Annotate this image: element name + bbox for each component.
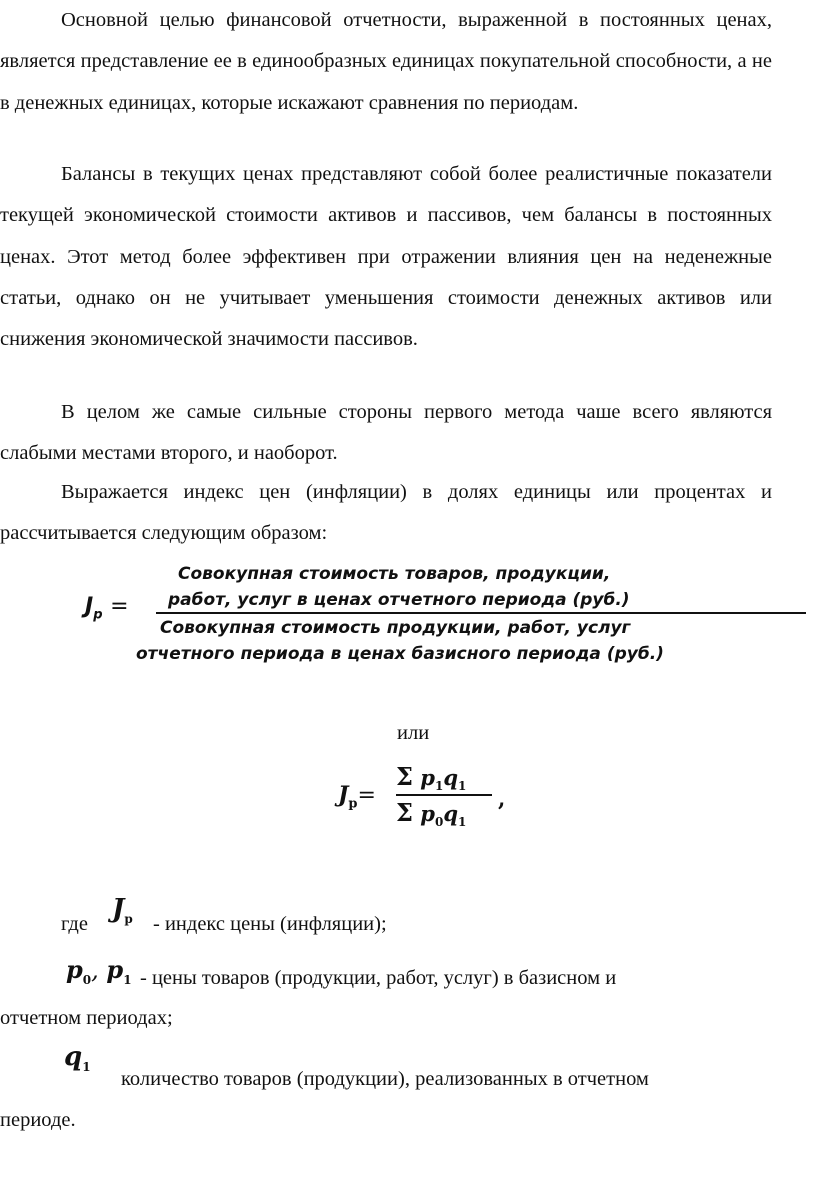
- paragraph-constant-prices: Основной целью финансовой отчетности, выраженной в постоянных ценах, является представление ее в единообразных единицах покупательной способности, а не в денежных единицах, которые искажают сравнения по периодам.: [0, 9, 772, 114]
- fraction-bar: [396, 794, 492, 796]
- formula-verbal-lhs: $J_p$ =: [85, 594, 129, 623]
- q1-symbol: $q_1$: [64, 1042, 91, 1075]
- fraction-bar: [156, 612, 806, 614]
- formula-verbal-numerator-2: работ, услуг в ценах отчетного периода (руб.): [168, 590, 630, 610]
- p-description-line1: - цены товаров (продукции, работ, услуг) в базисном и: [140, 967, 617, 989]
- where-label: где: [61, 913, 88, 935]
- jp-description: - индекс цены (инфляции);: [153, 913, 387, 935]
- formula-verbal: [78, 560, 808, 670]
- q-description-line1: количество товаров (продукции), реализованных в отчетном: [121, 1068, 649, 1090]
- formula-symbolic-lhs: $J_p=$: [338, 782, 376, 812]
- p-description-line2: отчетном периодах;: [0, 1007, 173, 1029]
- paragraph-current-prices: Балансы в текущих ценах представляют собой более реалистичные показатели текущей экономической стоимости активов и пассивов, чем балансы в постоянных ценах. Этот метод более эффективен при отражении влияния цен на неденежные статьи, однако он не учитывает уменьшения стоимости денежных активов или снижения экономической значимости пассивов.: [0, 163, 772, 351]
- or-label: или: [397, 722, 430, 744]
- jp-symbol: $J_p$: [112, 894, 133, 927]
- formula-symbolic-numerator: Σ $p_1q_1$: [396, 762, 467, 794]
- formula-verbal-denominator-1: Совокупная стоимость продукции, работ, услуг: [160, 618, 631, 638]
- q-description-line2: периоде.: [0, 1109, 76, 1131]
- formula-symbolic: [338, 758, 518, 838]
- paragraph-price-index: Выражается индекс цен (инфляции) в долях единицы или процентах и рассчитывается следующим образом:: [0, 481, 772, 545]
- formula-symbolic-denominator: Σ $p_0q_1$: [396, 798, 467, 830]
- formula-verbal-numerator-1: Совокупная стоимость товаров, продукции,: [178, 564, 611, 584]
- formula-verbal-denominator-2: отчетного периода в ценах базисного периода (руб.): [136, 644, 664, 664]
- formula-comma: ,: [498, 786, 506, 811]
- paragraph-strengths: В целом же самые сильные стороны первого метода чаше всего являются слабыми местами второго, и наоборот.: [0, 401, 772, 465]
- p0-p1-symbols: $p_0$, $p_1$: [66, 955, 132, 987]
